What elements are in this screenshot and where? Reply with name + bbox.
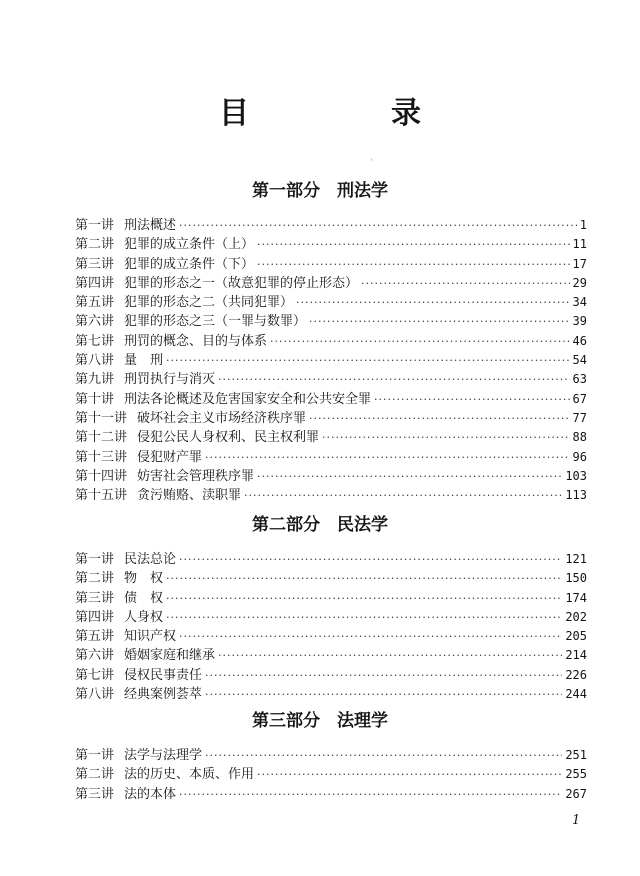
toc-entry [75, 685, 587, 704]
toc-entry [75, 274, 587, 293]
lecture-number: 第六讲 [75, 648, 115, 664]
entry-title: 侵犯公民人身权利、民主权利罪 [137, 430, 320, 446]
dot-leader [309, 409, 570, 428]
entry-title: 刑罚的概念、目的与体系 [124, 333, 268, 349]
entry-title: 法的本体 [124, 786, 177, 802]
dot-leader [179, 216, 577, 235]
entry-title: 犯罪的形态之三（一罪与数罪） [124, 314, 307, 330]
dot-leader [205, 685, 562, 704]
entry-title: 贪污贿赂、渎职罪 [137, 488, 242, 504]
toc-entry [75, 390, 587, 409]
entry-page-number: 202 [565, 609, 587, 624]
entry-title: 物 权 [124, 571, 164, 587]
lecture-number: 第二讲 [75, 571, 115, 587]
entry-title: 刑法各论概述及危害国家安全和公共安全罪 [124, 391, 372, 407]
entry-title: 婚姻家庭和继承 [124, 648, 216, 664]
dot-leader [166, 569, 562, 588]
lecture-number: 第一讲 [75, 218, 115, 233]
entry-title: 犯罪的成立条件（上） [124, 237, 255, 253]
entry-page-number: 17 [572, 256, 587, 271]
part-civil-law [0, 514, 640, 703]
toc-entry [75, 486, 587, 505]
entry-page-number: 267 [565, 786, 587, 801]
lecture-number: 第十三讲 [75, 449, 128, 465]
lecture-number: 第八讲 [75, 687, 115, 703]
entry-title: 刑罚执行与消灭 [124, 372, 216, 388]
entry-title: 民法总论 [124, 552, 177, 567]
toc-entry [75, 448, 587, 467]
lecture-number: 第十二讲 [75, 430, 128, 446]
toc-entries [75, 746, 587, 804]
part-heading: 第三部分 法理学 [252, 711, 388, 731]
dot-leader [218, 370, 570, 389]
dot-leader [270, 332, 570, 351]
entry-title: 破坏社会主义市场经济秩序罪 [137, 410, 307, 426]
entry-page-number: 244 [565, 687, 587, 702]
dot-leader [361, 274, 570, 293]
lecture-number: 第七讲 [75, 667, 115, 683]
dot-leader [179, 550, 562, 569]
entry-page-number: 54 [572, 353, 587, 368]
dot-leader [257, 235, 570, 254]
entry-page-number: 103 [565, 468, 587, 483]
dot-leader [218, 646, 562, 665]
toc-entry [75, 293, 587, 312]
entry-page-number: 1 [579, 218, 587, 232]
entry-title: 犯罪的形态之一（故意犯罪的停止形态） [124, 275, 359, 291]
dot-leader [257, 255, 570, 274]
entry-page-number: 96 [572, 449, 587, 464]
scan-speck: 、 [370, 153, 380, 163]
lecture-number: 第五讲 [75, 295, 115, 311]
lecture-number: 第八讲 [75, 353, 115, 369]
toc-entry [75, 428, 587, 447]
lecture-number: 第一讲 [75, 552, 115, 567]
lecture-number: 第四讲 [75, 275, 115, 291]
entry-page-number: 88 [572, 430, 587, 445]
toc-entry [75, 550, 587, 569]
entry-page-number: 46 [572, 333, 587, 348]
entry-page-number: 113 [565, 488, 587, 503]
entry-page-number: 77 [572, 410, 587, 425]
entry-title: 人身权 [124, 609, 164, 625]
lecture-number: 第一讲 [75, 748, 115, 763]
entry-page-number: 251 [565, 748, 587, 762]
toc-entry [75, 409, 587, 428]
toc-entry [75, 765, 587, 784]
entry-title: 知识产权 [124, 629, 177, 645]
entry-title: 犯罪的形态之二（共同犯罪） [124, 295, 294, 311]
lecture-number: 第五讲 [75, 629, 115, 645]
part-heading: 第二部分 民法学 [252, 515, 388, 535]
toc-entry [75, 666, 587, 685]
lecture-number: 第十讲 [75, 391, 115, 407]
toc-entry [75, 216, 587, 235]
toc-entry [75, 312, 587, 331]
dot-leader [166, 608, 562, 627]
toc-entry [75, 569, 587, 588]
entry-page-number: 34 [572, 295, 587, 310]
lecture-number: 第十一讲 [75, 410, 128, 426]
entry-page-number: 174 [565, 590, 587, 605]
toc-entry [75, 785, 587, 804]
dot-leader [257, 765, 562, 784]
dot-leader [296, 293, 570, 312]
dot-leader [257, 467, 562, 486]
entry-title: 侵权民事责任 [124, 667, 203, 683]
entry-page-number: 29 [572, 275, 587, 290]
lecture-number: 第二讲 [75, 767, 115, 783]
entry-page-number: 255 [565, 767, 587, 782]
lecture-number: 第九讲 [75, 372, 115, 388]
lecture-number: 第十五讲 [75, 488, 128, 504]
entry-page-number: 11 [572, 237, 587, 252]
lecture-number: 第六讲 [75, 314, 115, 330]
entry-title: 侵犯财产罪 [137, 449, 203, 465]
entry-title: 量 刑 [124, 353, 164, 369]
toc-entry [75, 608, 587, 627]
dot-leader [179, 627, 562, 646]
dot-leader [205, 746, 562, 765]
dot-leader [244, 486, 562, 505]
dot-leader [205, 448, 570, 467]
entry-page-number: 39 [572, 314, 587, 329]
toc-entry [75, 332, 587, 351]
toc-entry [75, 255, 587, 274]
toc-entry [75, 627, 587, 646]
dot-leader [166, 351, 570, 370]
entry-title: 犯罪的成立条件（下） [124, 256, 255, 272]
lecture-number: 第七讲 [75, 333, 115, 349]
lecture-number: 第三讲 [75, 590, 115, 606]
part-jurisprudence [0, 710, 640, 802]
part-criminal-law [0, 180, 640, 504]
page-title: 目 录 [219, 96, 477, 131]
entry-title: 经典案例荟萃 [124, 687, 203, 703]
dot-leader [322, 428, 570, 447]
entry-title: 刑法概述 [124, 218, 177, 233]
toc-entry [75, 589, 587, 608]
toc-entry [75, 370, 587, 389]
toc-entry [75, 351, 587, 370]
toc-entry [75, 467, 587, 486]
entry-title: 法学与法理学 [124, 748, 203, 763]
dot-leader [309, 312, 570, 331]
dot-leader [205, 666, 562, 685]
entry-page-number: 214 [565, 648, 587, 663]
entry-title: 债 权 [124, 590, 164, 606]
part-heading: 第一部分 刑法学 [252, 181, 388, 201]
entry-page-number: 121 [565, 552, 587, 566]
dot-leader [166, 589, 562, 608]
lecture-number: 第三讲 [75, 786, 115, 802]
entry-page-number: 205 [565, 629, 587, 644]
toc-entry [75, 646, 587, 665]
page-number: 1 [572, 813, 581, 828]
entry-title: 法的历史、本质、作用 [124, 767, 255, 783]
lecture-number: 第四讲 [75, 609, 115, 625]
toc-entries [75, 216, 587, 505]
entry-title: 妨害社会管理秩序罪 [137, 468, 255, 484]
dot-leader [374, 390, 570, 409]
entry-page-number: 63 [572, 372, 587, 387]
dot-leader [179, 785, 562, 804]
lecture-number: 第十四讲 [75, 468, 128, 484]
entry-page-number: 67 [572, 391, 587, 406]
lecture-number: 第二讲 [75, 237, 115, 253]
toc-entry [75, 235, 587, 254]
lecture-number: 第三讲 [75, 256, 115, 272]
entry-page-number: 150 [565, 571, 587, 586]
entry-page-number: 226 [565, 667, 587, 682]
toc-entries [75, 550, 587, 704]
toc-entry [75, 746, 587, 765]
